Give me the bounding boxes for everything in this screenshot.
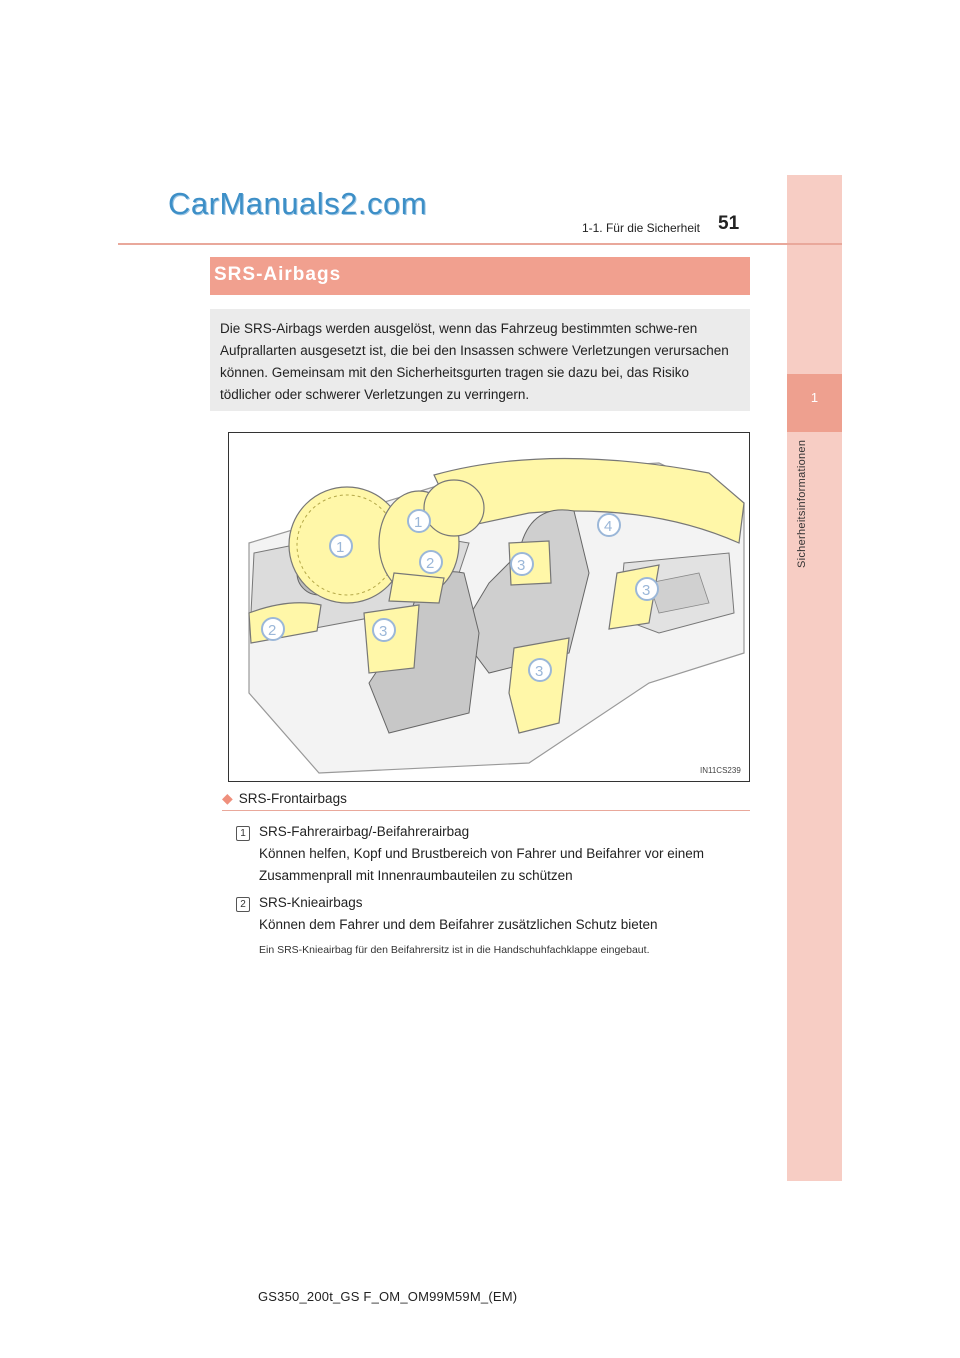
car-interior-drawing <box>229 433 749 781</box>
callout-label: 1 <box>414 514 423 531</box>
callout-label: 3 <box>517 557 526 574</box>
note-text: Ein SRS-Knieairbag für den Beifahrersitz ist in die Handschuhfachklappe eingebaut. <box>259 944 650 956</box>
footer-code: GS350_200t_GS F_OM_OM99M59M_(EM) <box>258 1289 518 1304</box>
callout-label: 3 <box>535 663 544 680</box>
item-title: SRS-Fahrerairbag/-Beifahrerairbag <box>259 824 470 839</box>
subheading-text: SRS-Frontairbags <box>238 791 347 806</box>
chapter-tab-label: Sicherheitsinformationen <box>796 440 808 569</box>
intro-text: Die SRS-Airbags werden ausgelöst, wenn das Fahrzeug bestimmten schwe-ren Aufprallarten ausgesetzt ist, die bei den Insassen schwere Verletzungen verursachen können. Gemeinsam mit den Sicherheitsgurten tragen sie dazu bei, das Risiko tödlicher oder schwerer Verletzungen zu verringern. <box>220 321 729 402</box>
page-title: SRS-Airbags <box>214 264 342 285</box>
page-number: 51 <box>718 213 740 234</box>
callout-label: 3 <box>642 582 651 599</box>
figure-code: IN11CS239 <box>700 766 741 775</box>
item-description: Zusammenprall mit Innenraumbauteilen zu schützen <box>259 868 573 883</box>
header-divider <box>118 243 842 245</box>
item-number-badge: 1 <box>236 826 250 841</box>
section-title: 1-1. Für die Sicherheit <box>581 221 700 235</box>
callout-label: 2 <box>426 555 435 572</box>
diamond-bullet-icon: ◆ <box>222 790 233 806</box>
side-tab-strip <box>787 175 842 1181</box>
item-description: Können dem Fahrer und dem Beifahrer zusätzlichen Schutz bieten <box>259 917 658 932</box>
item-number-badge: 2 <box>236 897 250 912</box>
airbag-illustration <box>228 432 750 782</box>
subheading-divider <box>222 810 750 811</box>
callout-label: 4 <box>604 518 613 535</box>
rear-door-side-airbag <box>509 638 569 733</box>
passenger-knee-airbag <box>389 573 444 603</box>
item-description: Können helfen, Kopf und Brustbereich von Fahrer und Beifahrer vor einem <box>259 846 705 861</box>
callout-label: 3 <box>379 623 388 640</box>
callout-label: 1 <box>336 539 345 556</box>
item-title: SRS-Knieairbags <box>259 895 363 910</box>
callout-label: 2 <box>268 622 277 639</box>
chapter-tab-number: 1 <box>810 390 819 405</box>
subheading <box>222 790 347 807</box>
watermark-logo: CarManuals2.com <box>168 186 428 221</box>
